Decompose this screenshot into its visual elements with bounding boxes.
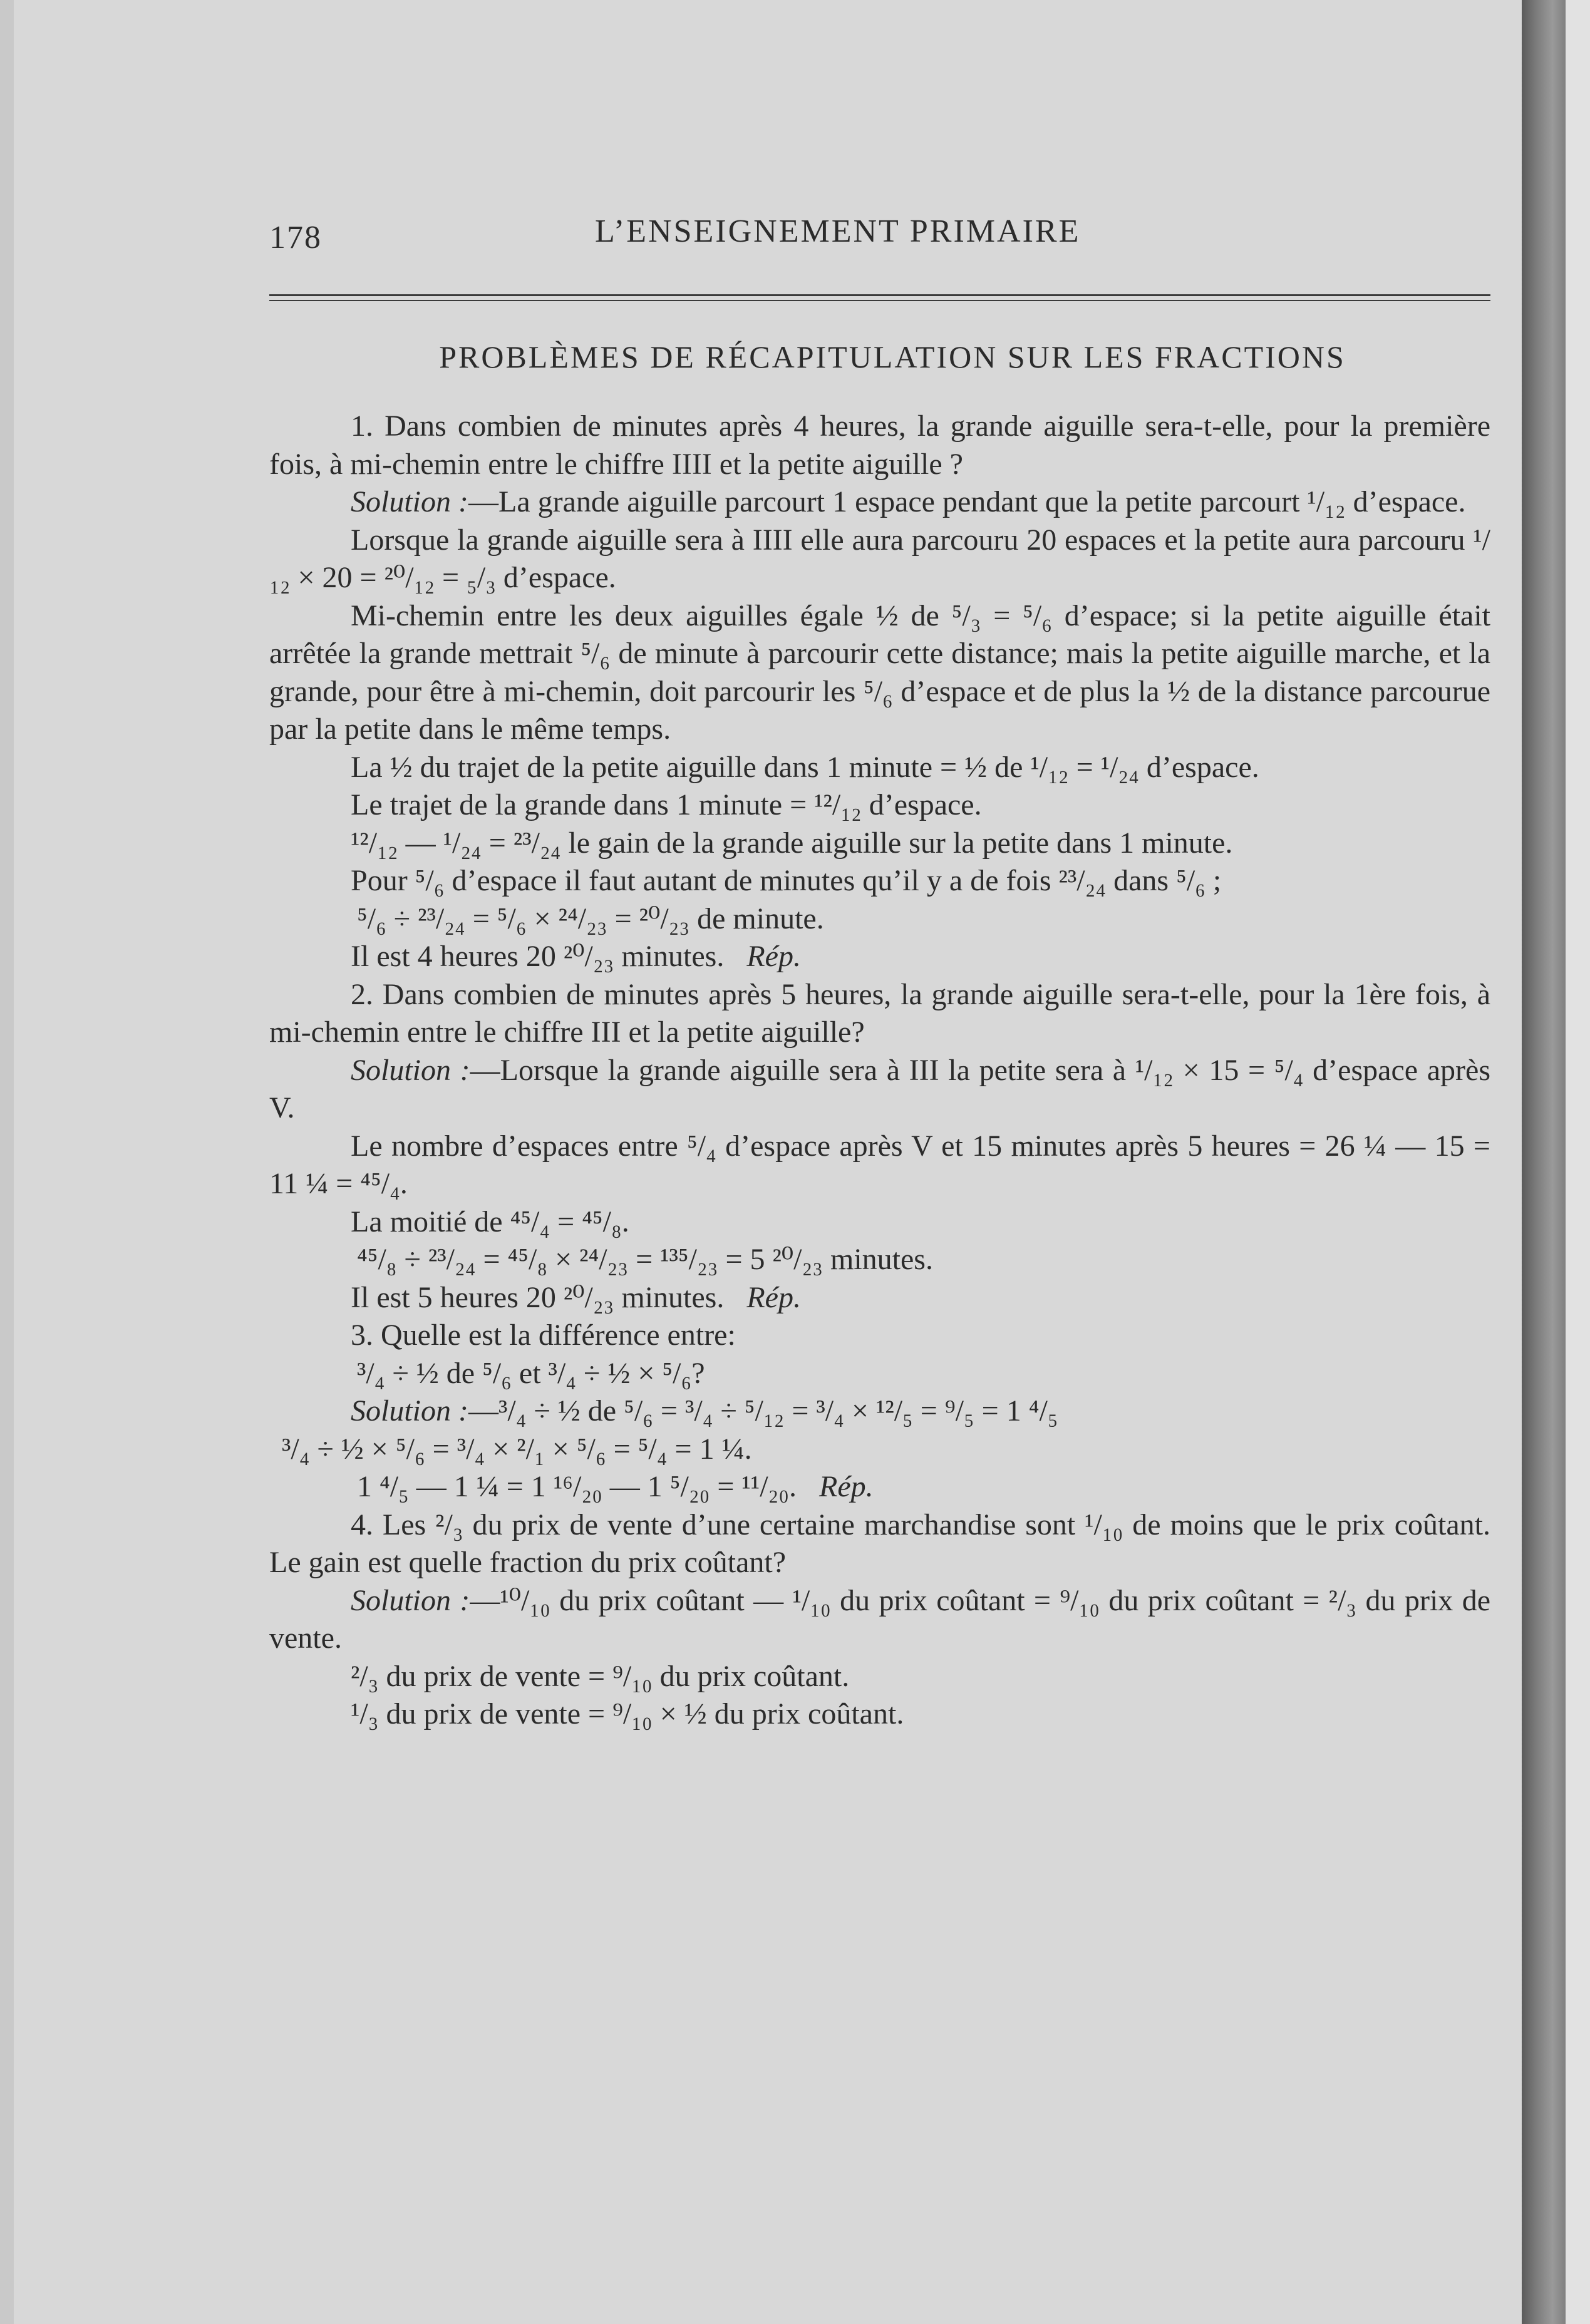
- solution-label: Solution :: [351, 1053, 470, 1087]
- problem-2-line: La moitié de ⁴⁵/₄ = ⁴⁵/₈.: [351, 1205, 629, 1238]
- problem-3-line: ³/₄ ÷ ½ × ⁵/₆ = ³/₄ × ²/₁ × ⁵/₆ = ⁵/₄ = 1 ¼.: [282, 1432, 752, 1466]
- solution-label: Solution :: [351, 485, 468, 518]
- page-edge-shadow: [0, 0, 14, 2324]
- page-number: 178: [269, 220, 322, 255]
- problem-1-line: Mi-chemin entre les deux aiguilles égale ½ de ⁵/₃ = ⁵/₆ d’espace; si la petite aiguille était arrêtée la grande mettrait ⁵/₆ de minute à parcourir cette distance; mais la petite aiguille marche, et la grande, pour être à mi-chemin, doit parcourir les ⁵/₆ d’espace et de plus la ½ de la distance parcourue par la petite dans le même temps.: [269, 599, 1490, 746]
- problem-4-line: ¹/₃ du prix de vente = ⁹/₁₀ × ½ du prix coûtant.: [351, 1697, 904, 1730]
- problem-1-question: 1. Dans combien de minutes après 4 heures, la grande aiguille sera-t-elle, pour la première fois, à mi-chemin entre le chiffre IIII et la petite aiguille ?: [269, 409, 1490, 481]
- problem-1-line: ¹²/₁₂ — ¹/₂₄ = ²³/₂₄ le gain de la grande aiguille sur la petite dans 1 minute.: [351, 826, 1233, 860]
- header-rule-thin: [269, 300, 1490, 301]
- section-title: PROBLÈMES DE RÉCAPITULATION SUR LES FRACTIONS: [439, 339, 1346, 374]
- problem-3-solution: [269, 1392, 1490, 1431]
- problem-3-answer: [269, 1468, 1490, 1506]
- running-head: [269, 207, 1490, 263]
- problem-4-line: ²/₃ du prix de vente = ⁹/₁₀ du prix coûtant.: [351, 1659, 850, 1693]
- solution-line: —³/₄ ÷ ½ de ⁵/₆ = ³/₄ ÷ ⁵/₁₂ = ³/₄ × ¹²/₅ = ⁹/₅ = 1 ⁴/₅: [468, 1394, 1058, 1427]
- rep-label: Rép.: [819, 1470, 874, 1503]
- solution-line: —Lorsque la grande aiguille sera à III la petite sera à ¹/₁₂ × 15 = ⁵/₄ d’espace après V.: [269, 1053, 1490, 1124]
- article-body: [269, 408, 1490, 1734]
- problem-1-answer: [269, 938, 1490, 976]
- rep-label: Rép.: [746, 1280, 801, 1314]
- problem-2-solution: [269, 1052, 1490, 1128]
- journal-title: L’ENSEIGNEMENT PRIMAIRE: [595, 213, 1081, 249]
- problem-3-question: 3. Quelle est la différence entre:: [351, 1319, 736, 1352]
- solution-line: —¹⁰/₁₀ du prix coûtant — ¹/₁₀ du prix coûtant = ⁹/₁₀ du prix coûtant = ²/₃ du prix de vente.: [269, 1583, 1490, 1655]
- problem-2-equation: ⁴⁵/₈ ÷ ²³/₂₄ = ⁴⁵/₈ × ²⁴/₂₃ = ¹³⁵/₂₃ = 5 ²⁰/₂₃ minutes.: [357, 1243, 933, 1276]
- answer-text: Il est 5 heures 20 ²⁰/₂₃ minutes.: [351, 1280, 725, 1314]
- problem-1-line: Le trajet de la grande dans 1 minute = ¹²/₁₂ d’espace.: [351, 788, 982, 821]
- problem-2-answer: [269, 1279, 1490, 1317]
- problem-2-question: 2. Dans combien de minutes après 5 heures, la grande aiguille sera-t-elle, pour la 1ère fois, à mi-chemin entre le chiffre III et la petite aiguille?: [269, 977, 1490, 1049]
- problem-1-solution: [269, 483, 1490, 522]
- solution-label: Solution :: [351, 1583, 470, 1617]
- problem-4-question: 4. Les ²/₃ du prix de vente d’une certaine marchandise sont ¹/₁₀ de moins que le prix coûtant. Le gain est quelle fraction du prix coûtant?: [269, 1508, 1490, 1579]
- header-rule: [269, 294, 1490, 296]
- solution-line: —La grande aiguille parcourt 1 espace pendant que la petite parcourt ¹/₁₂ d’espace.: [468, 485, 1466, 518]
- problem-1-line: Pour ⁵/₆ d’espace il faut autant de minutes qu’il y a de fois ²³/₂₄ dans ⁵/₆ ;: [351, 864, 1222, 897]
- problem-1-line: La ½ du trajet de la petite aiguille dans 1 minute = ½ de ¹/₁₂ = ¹/₂₄ d’espace.: [351, 750, 1259, 784]
- facing-page-edge: [1566, 0, 1590, 2324]
- problem-3-expression: ³/₄ ÷ ½ de ⁵/₆ et ³/₄ ÷ ½ × ⁵/₆?: [357, 1356, 705, 1390]
- problem-1-equation: ⁵/₆ ÷ ²³/₂₄ = ⁵/₆ × ²⁴/₂₃ = ²⁰/₂₃ de minute.: [357, 902, 824, 935]
- rep-label: Rép.: [746, 940, 801, 973]
- page-content: [269, 207, 1490, 1734]
- problem-1-line: Lorsque la grande aiguille sera à IIII elle aura parcouru 20 espaces et la petite aura parcouru ¹/₁₂ × 20 = ²⁰/₁₂ = ₅/₃ d’espace.: [269, 523, 1490, 594]
- answer-text: Il est 4 heures 20 ²⁰/₂₃ minutes.: [351, 940, 725, 973]
- answer-text: 1 ⁴/₅ — 1 ¼ = 1 ¹⁶/₂₀ — 1 ⁵/₂₀ = ¹¹/₂₀.: [357, 1470, 797, 1503]
- problem-4-solution: [269, 1582, 1490, 1658]
- solution-label: Solution :: [351, 1394, 468, 1427]
- problem-2-line: Le nombre d’espaces entre ⁵/₄ d’espace après V et 15 minutes après 5 heures = 26 ¼ — 15 = 11 ¼ = ⁴⁵/₄.: [269, 1129, 1490, 1200]
